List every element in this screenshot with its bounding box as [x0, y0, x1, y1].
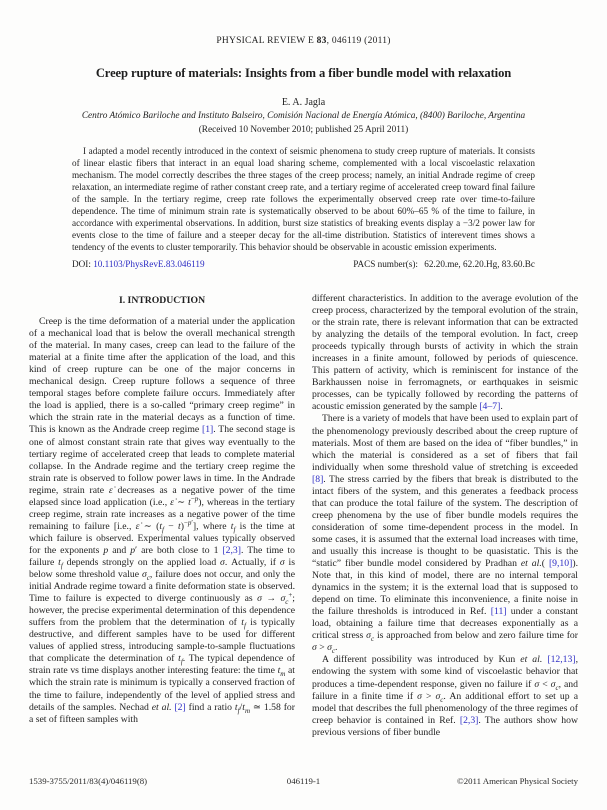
pacs-block: [353, 259, 535, 269]
intro-paragraph-1: Creep is the time deformation of a material under the application of a mechanical load that is below the overall mechanical strength of the material. In many cases, creep can lead to the failure of the material at a finite time after the application of the load, and this kind of creep rupture can be one of the major concerns in mechanical design. Creep rupture follows a sequence of three temporal stages before complete failure occurs. Immediately after the load is applied, there is a so-called “primary creep regime” in which the strain rate in the material decays as a function of time. This is known as the Andrade creep regime [1]. The second stage is one of almost constant strain rate that gives way eventually to the tertiary regime of accelerated creep that leads to complete material collapse. In the Andrade regime and the tertiary creep regime the strain rate is observed to follow power laws in time. In the Andrade regime, strain rate ε̇ decreases as a negative power of the time elapsed since load application (i.e., ε̇ ∼ $t^{-p}$), whereas in the tertiary creep regime, strain rate increases as a negative power of the time remaining to failure [i.e., ε̇ ∼ $(t_f - t)^{-p'}$], where $t_f$ is the time at which failure is observed. Experimental values typically observed for the exponents p and p′ are both close to 1 [2,3]. The time to failure $t_f$ depends strongly on the applied load σ. Actually, if σ is below some threshold value $\sigma_c$, failure does not occur, and only the initial Andrade regime toward a finite deformation state is observed. Time to failure is expected to diverge continuously as $\sigma \to \sigma_c^+$; however, the precise experimental determination of this dependence suffers from the problem that the determination of $t_f$ is typically destructive, and different samples have to be used for different values of applied stress, introducing sample-to-sample fluctuations that complicate the determination of $t_f$. The typical dependence of strain rate vs time displays another interesting feature: the time $t_m$ at which the strain rate is minimum is typically a conserved fraction of the time to failure, independently of the level of applied stress and details of the samples. Nechad et al. [2] find a ratio $t_f/t_m$ ≃ 1.58 for a set of fifteen samples with: [29, 316, 296, 725]
doi-pacs-row: [72, 259, 535, 269]
journal-issue-info: , 046119 (2011): [326, 36, 391, 46]
doi-link[interactable]: 10.1103/PhysRevE.83.046119: [93, 259, 205, 269]
paper-title: Creep rupture of materials: Insights from a fiber bundle model with relaxation: [95, 66, 512, 80]
doi-label: DOI:: [72, 259, 91, 269]
footer-page-number: 046119-1: [286, 776, 321, 786]
affiliation: Centro Atómico Bariloche and Instituto Balseiro, Comisión Nacional de Energía Atómica, (8400) Bariloche, Argentina: [81, 111, 526, 121]
journal-name: PHYSICAL REVIEW E: [216, 36, 317, 46]
left-column: [29, 293, 295, 739]
intro-paragraph-2: There is a variety of models that have been used to explain part of the phenomenology previously described about the creep rupture of materials. Most of them are based on the idea of “fiber bundles,” in which the material is considered as a set of fibers that fail individually when some threshold value of stretching is exceeded [8]. The stress carried by the fibers that break is distributed to the intact fibers of the system, and this generates a feedback process that can produce the total failure of the system. The description of creep phenomena by the use of fiber bundle models requires the consideration of some time-dependent process in the model. In some cases, it is assumed that the external load increases with time, and usually this increase is thought to be quasistatic. This is the “static” fiber bundle model considered by Pradhan et al.( [9,10]). Note that, in this kind of model, there are no internal temporal dynamics in the system; it is the external load that is supposed to depend on time. To eliminate this inconvenience, a finite noise in the failure thresholds is introduced in Ref. [11] under a constant load, obtaining a failure time that decreases exponentially as a critical stress $\sigma_c$ is approached from below and zero failure time for $\sigma > \sigma_c$.: [312, 413, 578, 656]
author-name: E. A. Jagla: [281, 97, 326, 108]
abstract: I adapted a model recently introduced in the context of seismic phenomena to study creep rupture of materials. It consists of linear elastic fibers that interact in an equal load sharing scheme, complemented with a local viscoelastic relaxation mechanism. The model correctly describes the three stages of the creep process; namely, an initial Andrade regime of creep relaxation, an intermediate regime of rather constant creep rate, and a tertiary regime of accelerated creep toward final failure of the sample. In the tertiary regime, creep rate follows the experimentally observed creep rate over time-to-failure dependence. The time of minimum strain rate is systematically observed to be about 60%–65 % of the time to failure, in accordance with experimental observations. In addition, burst size statistics of breaking events display a −3/2 power law for events close to the time of failure and a steeper decay for the all-time distribution. Statistics of interevent times shows a tendency of the events to cluster temporarily. This behavior should be observable in acoustic emission experiments.: [72, 146, 535, 252]
intro-paragraph-3: A different possibility was introduced by Kun et al. [12,13], endowing the system with some kind of viscoelastic behavior that produces a time-dependent response, given no failure if $\sigma < \sigma_c$, and failure in a finite time if $\sigma > \sigma_c$. An additional effort to set up a model that describes the full phenomenology of the three regimes of creep behavior is contained in Ref. [2,3]. The authors show how previous versions of fiber bundle: [312, 654, 579, 738]
pacs-label: PACS number(s):: [353, 259, 418, 269]
right-column: [312, 293, 578, 739]
journal-header: [29, 36, 578, 46]
page-footer: [29, 776, 578, 788]
footer-copyright: ©2011 American Physical Society: [457, 776, 578, 786]
intro-paragraph-1-continued: different characteristics. In addition to the average evolution of the creep process, characterized by the temporal evolution of the strain, or the strain rate, there is relevant information that can be extracted by analyzing the details of the temporal evolution. In fact, creep proceeds typically through bursts of activity in which the strain increases in a finite amount, followed by periods of quiescence. This pattern of activity, which is reminiscent for instance of the Barkhaussen noise in ferromagnets, or earthquakes in seismic processes, can be typically followed by recording the patterns of acoustic emission generated by the sample [4–7].: [312, 293, 578, 413]
section-heading-introduction: I. INTRODUCTION: [118, 295, 206, 306]
two-column-body: [29, 293, 578, 739]
journal-volume: 83: [316, 36, 327, 46]
received-line: (Received 10 November 2010; published 25 April 2011): [198, 125, 409, 135]
pacs-value: 62.20.me, 62.20.Hg, 83.60.Bc: [424, 259, 535, 269]
footer-issn-code: 1539-3755/2011/83(4)/046119(8): [29, 776, 148, 786]
doi-block: [72, 259, 205, 269]
